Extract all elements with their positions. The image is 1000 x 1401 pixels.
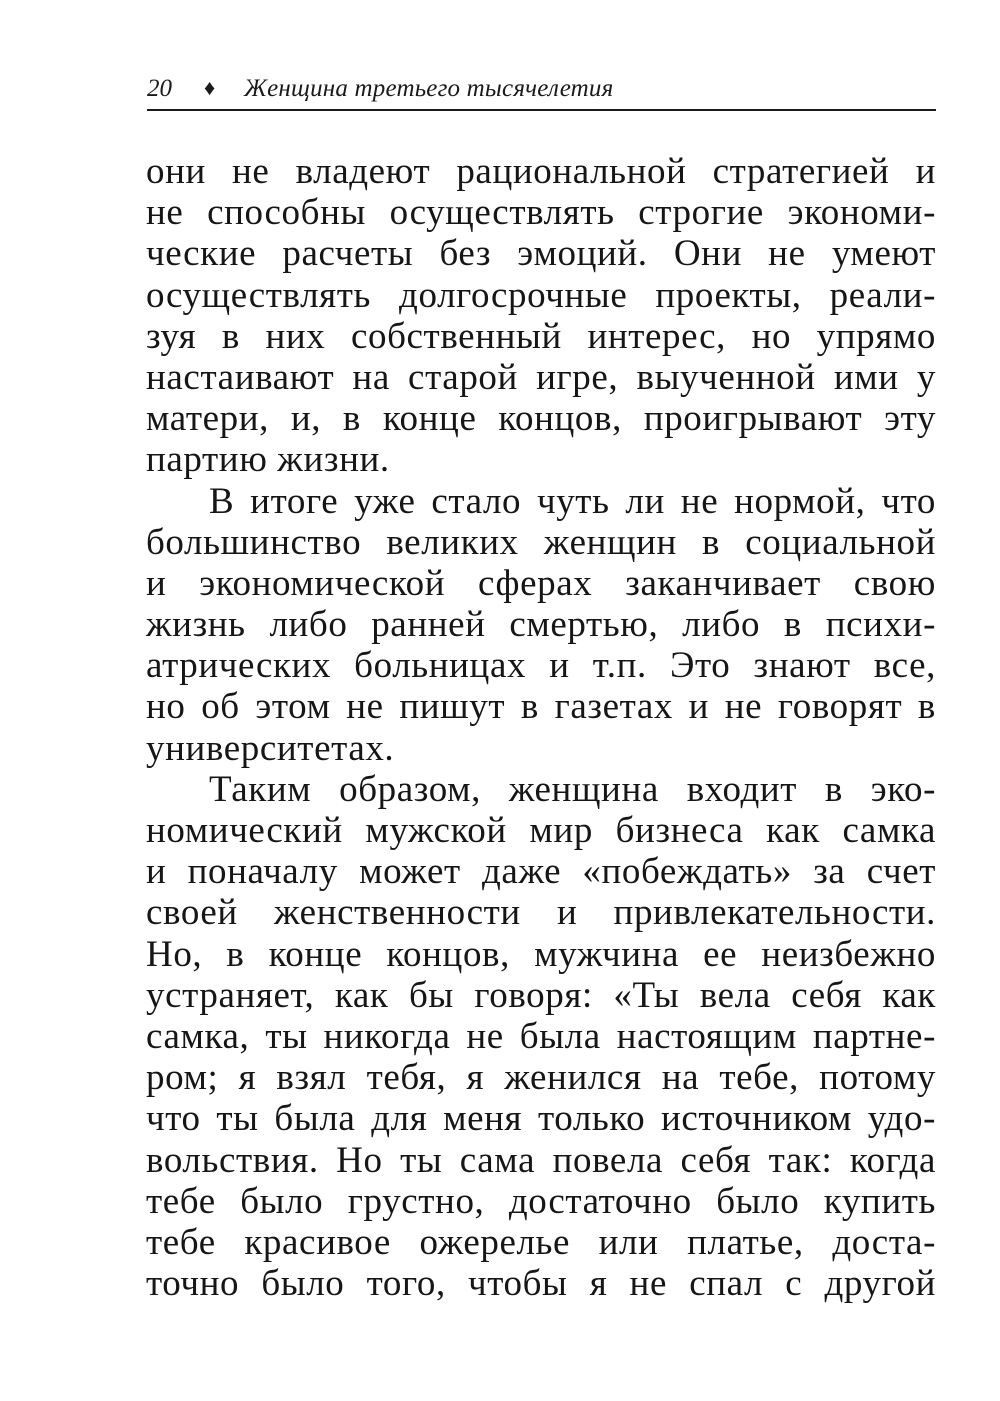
text-line: они не владеют рациональной стратегией и [146,151,936,192]
text-line: ческие расчеты без эмоций. Они не умеют [146,233,936,275]
header-rule [147,109,936,111]
paragraph [146,481,936,769]
running-header [147,74,936,114]
paragraph [146,151,936,481]
text-line: но об этом не пишут в газетах и не говорят в [146,686,936,728]
text-line: настаивают на старой игре, выученной ими у [146,356,936,398]
text-line: университетах. [146,727,395,769]
text-line: точно было того, чтобы я не спал с другой [146,1263,936,1305]
text-line: своей женственности и привлекательности. [146,892,936,934]
running-title: Женщина третьего тысячелетия [244,75,614,102]
text-line: зуя в них собственный интерес, но упрямо [146,315,936,357]
text-line: ром; я взял тебя, я женился на тебе, потому [146,1057,936,1099]
text-line: осуществлять долгосрочные проекты, реали- [146,274,936,316]
text-line: В итоге уже стало чуть ли не нормой, что [209,480,936,522]
text-line: устраняет, как бы говоря: «Ты вела себя как [146,974,936,1016]
diamond-separator-icon: ♦ [204,75,216,100]
text-line: матери, и, в конце концов, проигрывают эту [146,398,936,440]
paragraph [146,769,936,1304]
text-line: вольствия. Но ты сама повела себя так: когда [146,1139,936,1181]
text-line: номический мужской мир бизнеса как самка [146,810,936,851]
page-number: 20 [147,75,172,102]
text-line: Но, в конце концов, мужчина ее неизбежно [146,933,936,975]
text-line: Таким образом, женщина входит в эко- [209,768,936,810]
text-line: партию жизни. [146,439,390,481]
text-line: и поначалу может даже «побеждать» за счет [146,851,936,893]
body-text [146,151,936,1304]
text-line: что ты была для меня только источником удо- [146,1098,936,1140]
text-line: тебе красивое ожерелье или платье, доста- [146,1221,936,1263]
text-line: не способны осуществлять строгие экономи- [146,192,936,234]
text-line: тебе было грустно, достаточно было купить [146,1180,936,1222]
text-line: самка, ты никогда не была настоящим партне- [146,1015,936,1057]
text-line: жизнь либо ранней смертью, либо в психи- [146,604,936,646]
text-line: и экономической сферах заканчивает свою [146,562,936,604]
text-line: атрических больницах и т.п. Это знают все, [146,645,936,687]
text-line: большинство великих женщин в социальной [146,521,936,563]
